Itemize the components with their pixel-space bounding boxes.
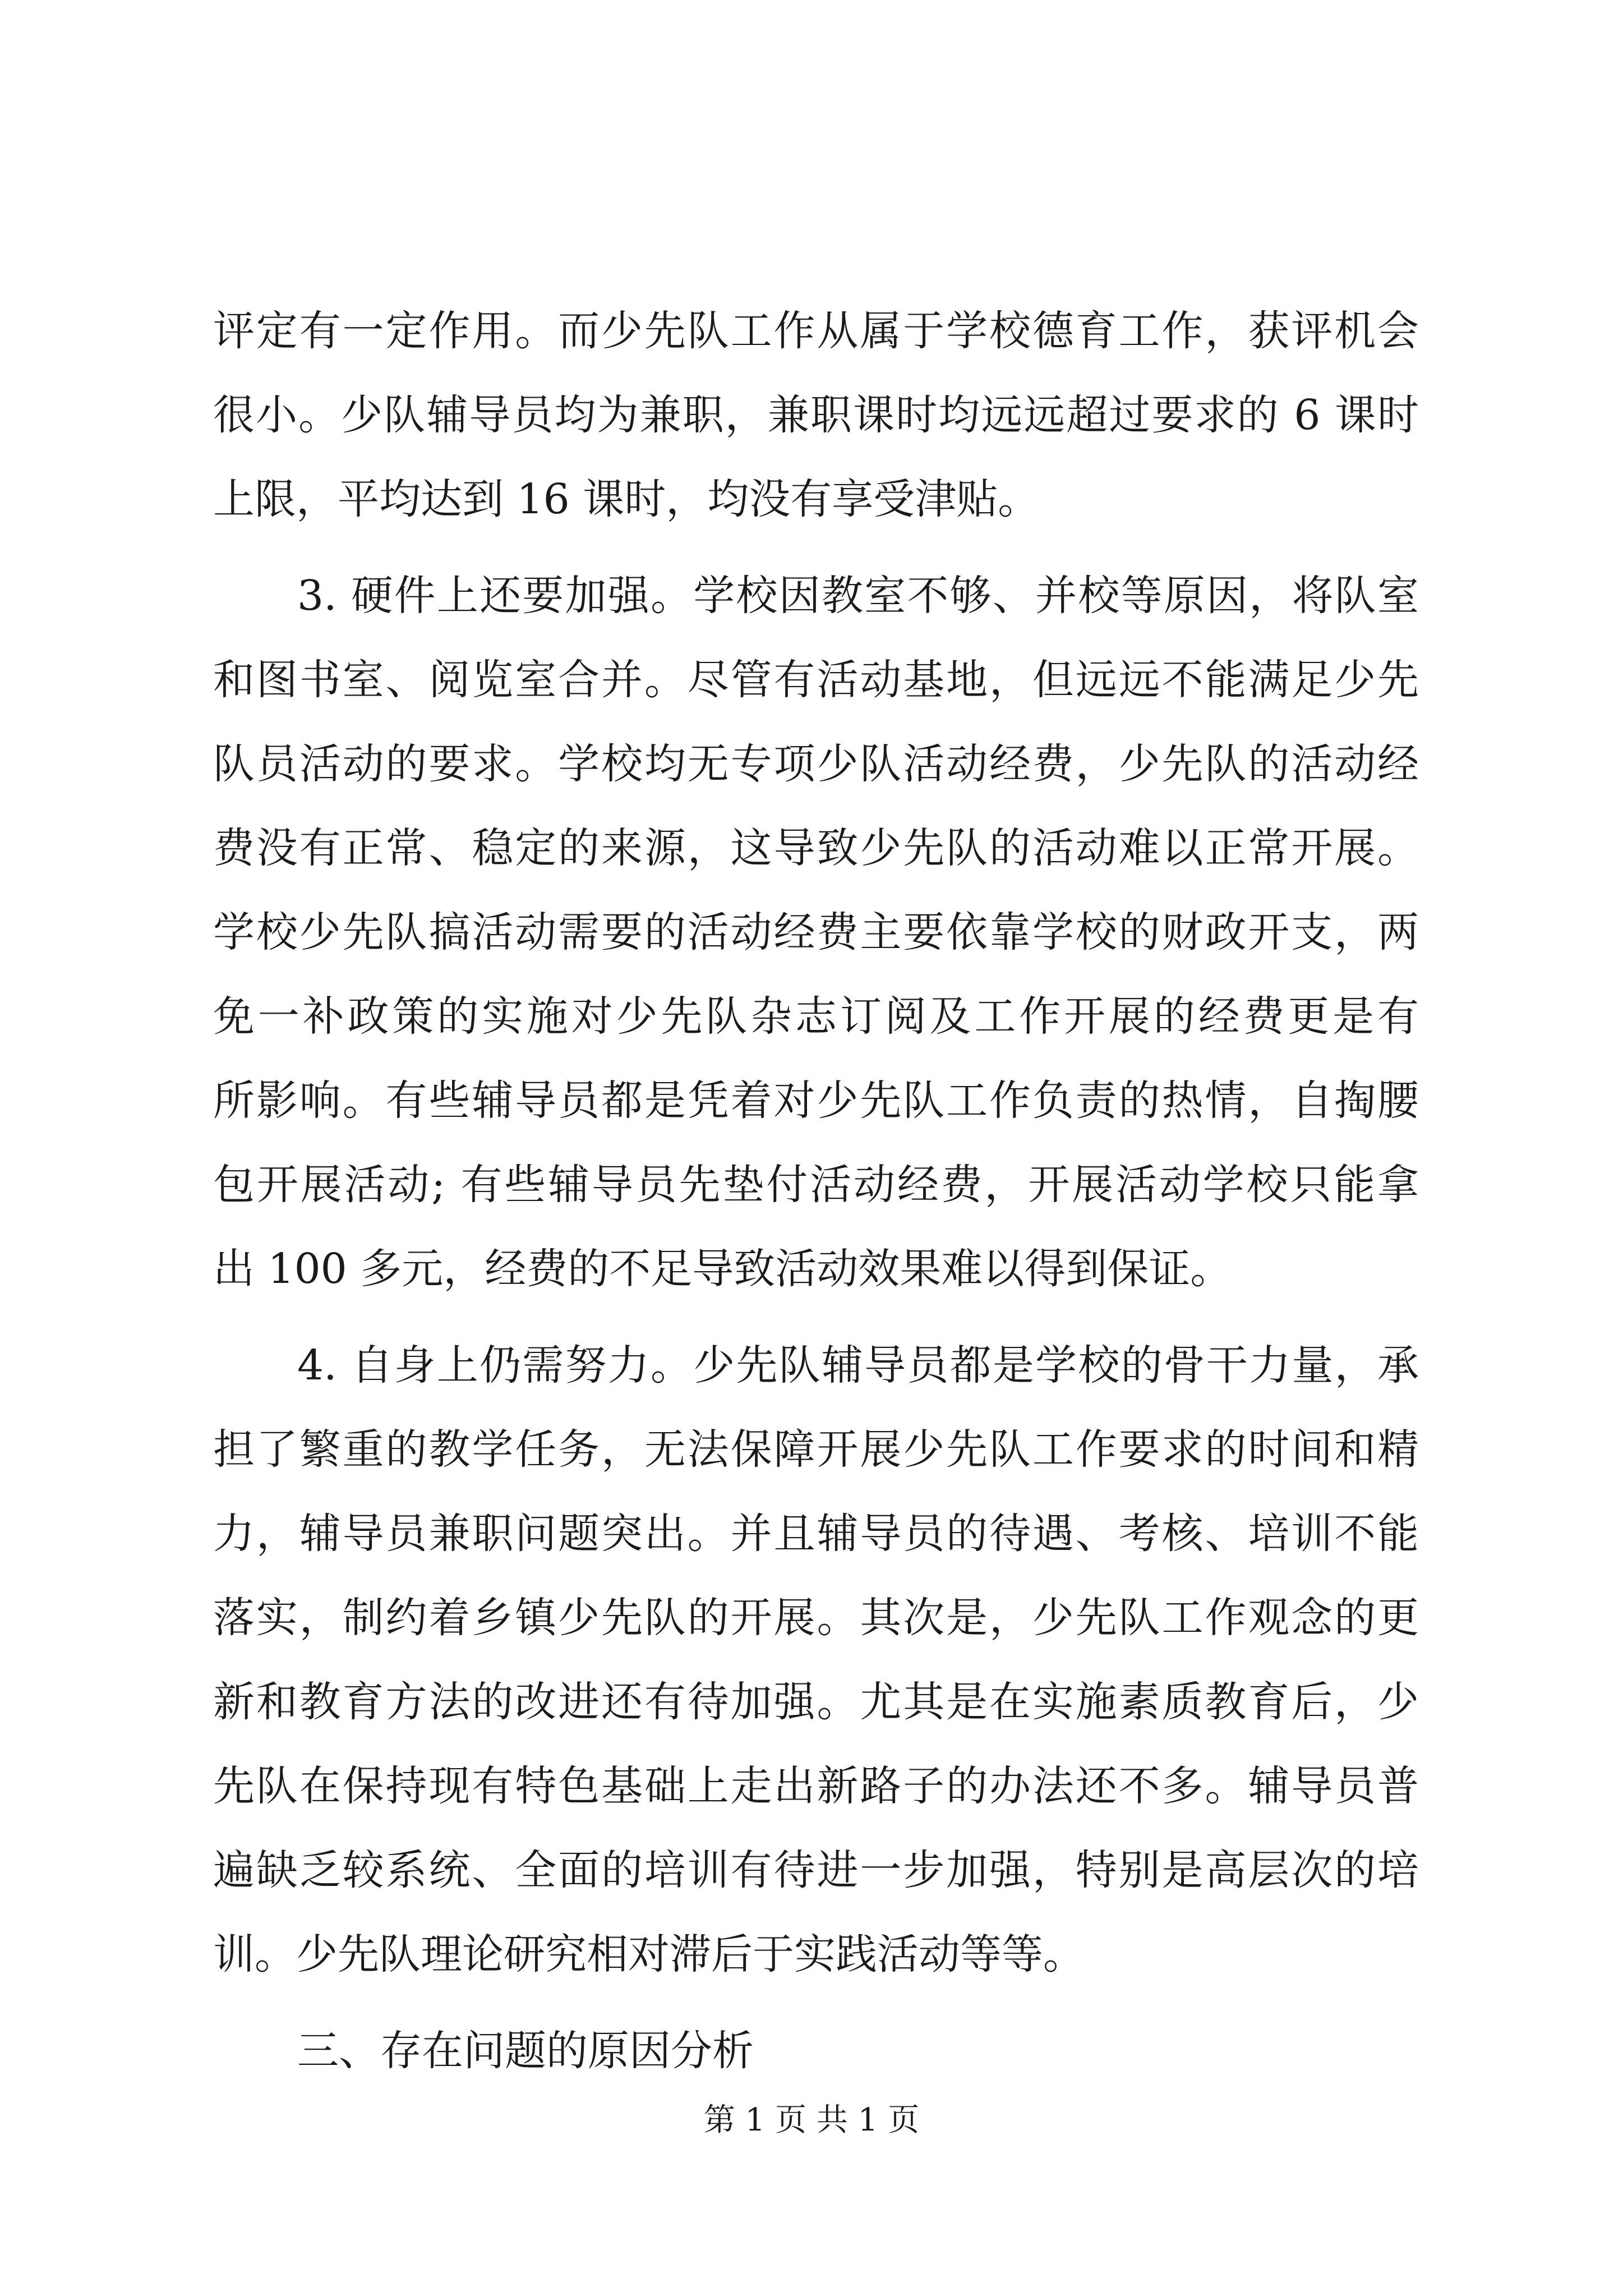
text-line: 上限，平均达到 16 课时，均没有享受津贴。 [213, 475, 1040, 523]
text-line: 遍缺乏较系统、全面的培训有待进一步加强，特别是高层次的培 [213, 1846, 1419, 1894]
text-line: 很小。少队辅导员均为兼职，兼职课时均远远超过要求的 6 课时 [213, 391, 1419, 439]
text-line: 和图书室、阅览室合并。尽管有活动基地，但远远不能满足少先 [213, 656, 1419, 704]
text-line: 落实，制约着乡镇少先队的开展。其次是，少先队工作观念的更 [213, 1594, 1419, 1642]
text-line: 3. 硬件上还要加强。学校因教室不够、并校等原因，将队室 [297, 572, 1419, 620]
page-footer: 第 1 页 共 1 页 [703, 2102, 920, 2138]
text-line: 所影响。有些辅导员都是凭着对少先队工作负责的热情，自掏腰 [213, 1076, 1419, 1125]
text-line: 评定有一定作用。而少先队工作从属于学校德育工作，获评机会 [213, 307, 1419, 355]
text-line: 包开展活动; 有些辅导员先垫付活动经费，开展活动学校只能拿 [213, 1161, 1419, 1209]
text-line: 学校少先队搞活动需要的活动经费主要依靠学校的财政开支，两 [213, 908, 1419, 956]
section-heading: 三、存在问题的原因分析 [297, 2027, 754, 2075]
text-line: 4. 自身上仍需努力。少先队辅导员都是学校的骨干力量，承 [297, 1341, 1419, 1389]
paragraph-2 [213, 554, 1419, 1311]
text-line: 新和教育方法的改进还有待加强。尤其是在实施素质教育后，少 [213, 1678, 1419, 1726]
text-line: 费没有正常、稳定的来源，这导致少先队的活动难以正常开展。 [213, 824, 1419, 872]
text-line: 队员活动的要求。学校均无专项少队活动经费，少先队的活动经 [213, 740, 1419, 788]
paragraph-1 [213, 289, 1419, 541]
text-line: 出 100 多元，经费的不足导致活动效果难以得到保证。 [213, 1245, 1232, 1293]
text-line: 力，辅导员兼职问题突出。并且辅导员的待遇、考核、培训不能 [213, 1510, 1419, 1558]
text-line: 先队在保持现有特色基础上走出新路子的办法还不多。辅导员普 [213, 1762, 1419, 1810]
document-body [213, 289, 1419, 2093]
paragraph-3 [213, 1323, 1419, 1996]
text-line: 训。少先队理论研究相对滞后于实践活动等等。 [213, 1930, 1085, 1978]
text-line: 免一补政策的实施对少先队杂志订阅及工作开展的经费更是有 [213, 992, 1419, 1041]
text-line: 担了繁重的教学任务，无法保障开展少先队工作要求的时间和精 [213, 1425, 1419, 1474]
